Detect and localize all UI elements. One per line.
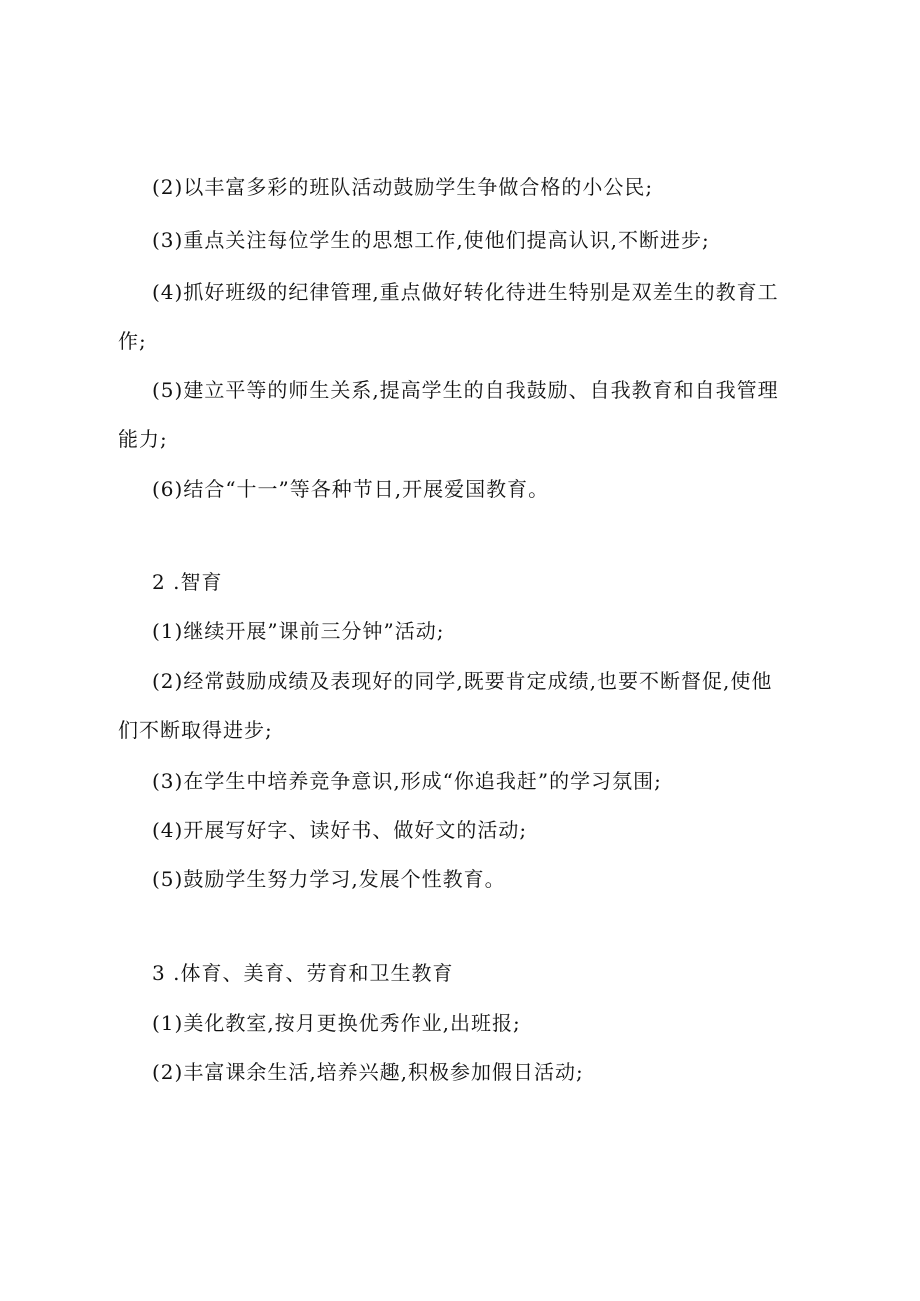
section-heading-intellectual: 2 .智育	[152, 570, 223, 594]
intellectual-item-5: (5)鼓励学生努力学习,发展个性教育。	[152, 867, 506, 891]
moral-item-2: (2)以丰富多彩的班队活动鼓励学生争做合格的小公民;	[152, 175, 654, 199]
moral-item-4-line-1: (4)抓好班级的纪律管理,重点做好转化待进生特别是双差生的教育工	[152, 280, 779, 304]
intellectual-item-4: (4)开展写好字、读好书、做好文的活动;	[152, 818, 528, 842]
intellectual-item-2-line-1: (2)经常鼓励成绩及表现好的同学,既要肯定成绩,也要不断督促,使他	[152, 669, 773, 693]
intellectual-item-1: (1)继续开展”课前三分钟”活动;	[152, 619, 445, 643]
section-heading-physical: 3 .体育、美育、劳育和卫生教育	[152, 961, 454, 985]
moral-item-3: (3)重点关注每位学生的思想工作,使他们提高认识,不断进步;	[152, 228, 710, 252]
moral-item-5-line-2: 能力;	[118, 427, 168, 451]
physical-item-1: (1)美化教室,按月更换优秀作业,出班报;	[152, 1011, 521, 1035]
intellectual-item-2-line-2: 们不断取得进步;	[118, 718, 273, 742]
moral-item-4-line-2: 作;	[118, 329, 147, 353]
moral-item-5-line-1: (5)建立平等的师生关系,提高学生的自我鼓励、自我教育和自我管理	[152, 378, 779, 402]
moral-item-6: (6)结合“十一”等各种节日,开展爱国教育。	[152, 477, 550, 501]
physical-item-2: (2)丰富课余生活,培养兴趣,积极参加假日活动;	[152, 1060, 584, 1084]
intellectual-item-3: (3)在学生中培养竞争意识,形成“你追我赶”的学习氛围;	[152, 769, 662, 793]
